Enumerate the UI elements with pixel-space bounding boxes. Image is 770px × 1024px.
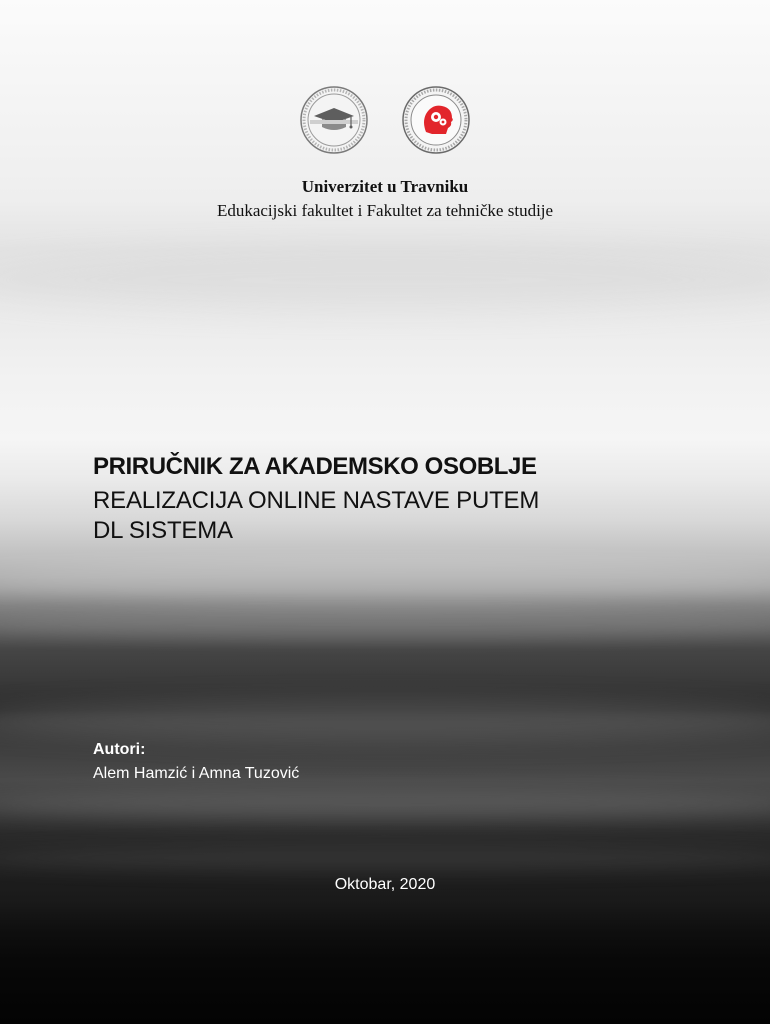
light-streak bbox=[0, 700, 770, 740]
light-streak bbox=[0, 610, 770, 640]
light-streak bbox=[0, 250, 770, 310]
technical-studies-faculty-seal-icon bbox=[402, 86, 470, 154]
publication-date: Oktobar, 2020 bbox=[334, 876, 436, 893]
title-line-2: REALIZACIJA ONLINE NASTAVE PUTEM bbox=[93, 487, 540, 514]
logo-row bbox=[0, 86, 770, 156]
light-streak bbox=[0, 790, 770, 820]
institution-header bbox=[0, 176, 770, 222]
title-line-1: PRIRUČNIK ZA AKADEMSKO OSOBLJE bbox=[93, 453, 537, 480]
document-title bbox=[93, 452, 673, 546]
authors-block bbox=[93, 740, 299, 784]
education-faculty-seal-icon bbox=[300, 86, 368, 154]
faculties-name: Edukacijski fakultet i Fakultet za tehničke studije bbox=[216, 201, 554, 220]
light-streak bbox=[0, 560, 770, 600]
authors-label: Autori: bbox=[93, 741, 146, 758]
authors-names: Alem Hamzić i Amna Tuzović bbox=[93, 765, 300, 782]
title-line-3: DL SISTEMA bbox=[93, 517, 233, 544]
university-name: Univerzitet u Travniku bbox=[301, 177, 469, 196]
light-streak bbox=[0, 845, 770, 871]
